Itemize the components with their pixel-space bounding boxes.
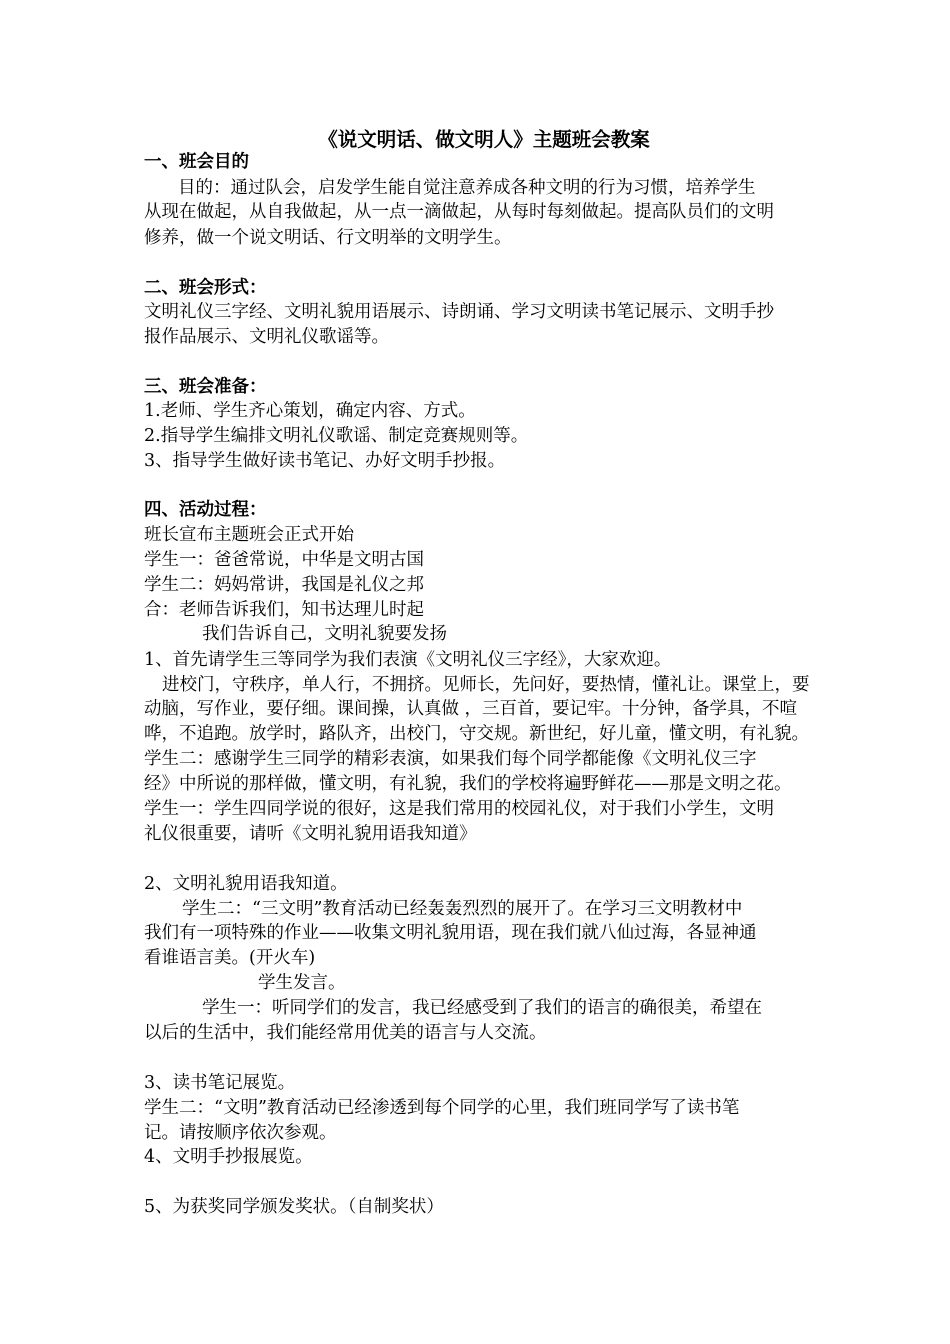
list-item: 3、指导学生做好读书笔记、办好文明手抄报。 bbox=[144, 451, 506, 471]
paragraph-line: 动脑，写作业，要仔细。课间操，认真做 ，三百首，要记牢。十分钟，备学具，不喧 bbox=[144, 699, 798, 719]
paragraph-line: 学生二：感谢学生三同学的精彩表演，如果我们每个同学都能像《文明礼仪三字 bbox=[144, 749, 757, 769]
paragraph-line: 记。请按顺序依次参观。 bbox=[144, 1123, 337, 1143]
paragraph-line: 5、为获奖同学颁发奖状。（自制奖状） bbox=[144, 1197, 444, 1217]
paragraph-line: 进校门，守秩序，单人行，不拥挤。见师长，先问好，要热情，懂礼让。课堂上，要 bbox=[162, 675, 810, 695]
paragraph-line: 4、文明手抄报展览。 bbox=[144, 1147, 313, 1167]
paragraph-line: 哗，不追跑。放学时，路队齐，出校门，守交规。新世纪，好儿童，懂文明，有礼貌。 bbox=[144, 724, 809, 744]
paragraph-line: 学生发言。 bbox=[258, 973, 346, 993]
section-1-heading: 一、班会目的 bbox=[144, 152, 249, 172]
paragraph-line: 合：老师告诉我们，知书达理儿时起 bbox=[144, 600, 424, 620]
paragraph-line: 以后的生活中，我们能经常用优美的语言与人交流。 bbox=[144, 1023, 547, 1043]
paragraph-line: 从现在做起，从自我做起，从一点一滴做起，从每时每刻做起。提高队员们的文明 bbox=[144, 202, 774, 222]
paragraph-line: 目的：通过队会，启发学生能自觉注意养成各种文明的行为习惯，培养学生 bbox=[178, 178, 756, 198]
paragraph-line: 学生一：听同学们的发言，我已经感受到了我们的语言的确很美，希望在 bbox=[202, 998, 762, 1018]
section-4-heading: 四、活动过程： bbox=[144, 500, 267, 520]
paragraph-line: 学生二：妈妈常讲，我国是礼仪之邦 bbox=[144, 575, 424, 595]
paragraph-line: 我们告诉自己，文明礼貌要发扬 bbox=[202, 624, 447, 644]
paragraph-line: 报作品展示、文明礼仪歌谣等。 bbox=[144, 327, 389, 347]
list-item: 2.指导学生编排文明礼仪歌谣、制定竞赛规则等。 bbox=[144, 426, 529, 446]
paragraph-line: 礼仪很重要，请听《文明礼貌用语我知道》 bbox=[144, 824, 477, 844]
paragraph-line: 学生二：“文明”教育活动已经渗透到每个同学的心里，我们班同学写了读书笔 bbox=[144, 1098, 740, 1118]
paragraph-line: 文明礼仪三字经、文明礼貌用语展示、诗朗诵、学习文明读书笔记展示、文明手抄 bbox=[144, 302, 774, 322]
document-title: 《说文明话、做文明人》主题班会教案 bbox=[318, 128, 650, 151]
section-3-heading: 三、班会准备： bbox=[144, 377, 267, 397]
paragraph-line: 2、文明礼貌用语我知道。 bbox=[144, 874, 348, 894]
paragraph-line: 3、读书笔记展览。 bbox=[144, 1073, 296, 1093]
paragraph-line: 看谁语言美。(开火车) bbox=[144, 948, 316, 968]
paragraph-line: 修养，做一个说文明话、行文明举的文明学生。 bbox=[144, 228, 512, 248]
paragraph-line: 班长宣布主题班会正式开始 bbox=[144, 525, 354, 545]
section-2-heading: 二、班会形式： bbox=[144, 278, 267, 298]
paragraph-line: 1、首先请学生三等同学为我们表演《文明礼仪三字经》，大家欢迎。 bbox=[144, 650, 672, 670]
paragraph-line: 学生二：“三文明”教育活动已经轰轰烈烈的展开了。在学习三文明教材中 bbox=[182, 899, 743, 919]
paragraph-line: 学生一：学生四同学说的很好，这是我们常用的校园礼仪，对于我们小学生，文明 bbox=[144, 799, 774, 819]
paragraph-line: 经》中所说的那样做，懂文明，有礼貌，我们的学校将遍野鲜花——那是文明之花。 bbox=[144, 774, 792, 794]
paragraph-line: 学生一：爸爸常说，中华是文明古国 bbox=[144, 550, 424, 570]
paragraph-line: 我们有一项特殊的作业——收集文明礼貌用语，现在我们就八仙过海，各显神通 bbox=[144, 923, 757, 943]
list-item: 1.老师、学生齐心策划，确定内容、方式。 bbox=[144, 401, 476, 421]
